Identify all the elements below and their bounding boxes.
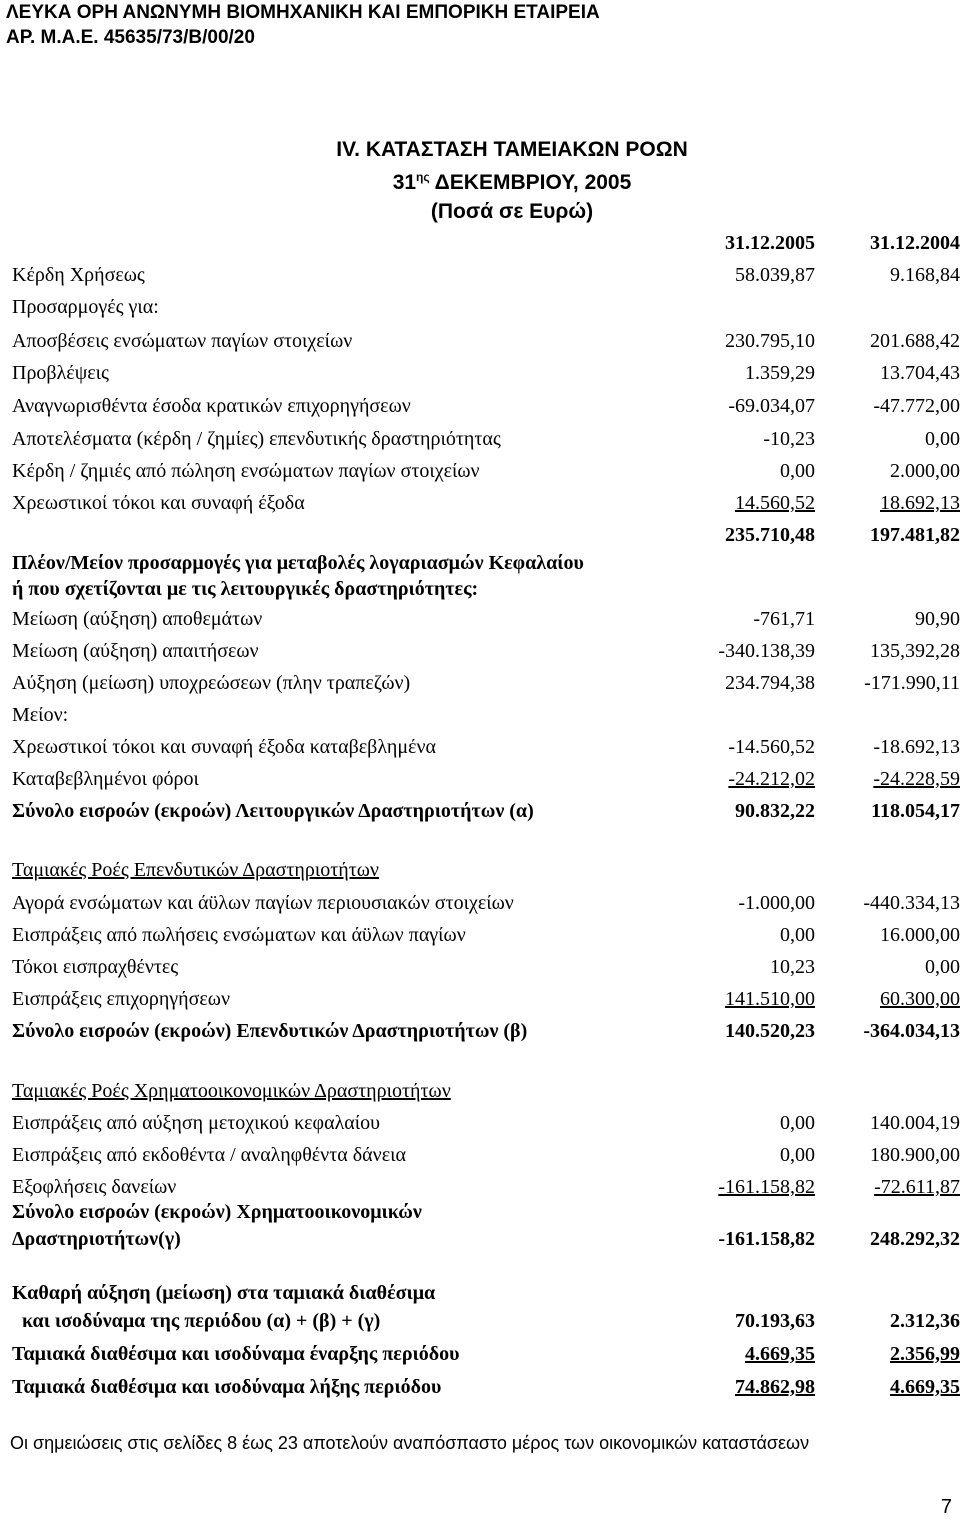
table-row: Εισπράξεις από πωλήσεις ενσώματων και άϋλων παγίων 0,00 16.000,00 <box>12 924 960 946</box>
table-row: Χρεωστικοί τόκοι και συναφή έξοδα 14.560,52 18.692,13 <box>12 492 960 514</box>
section-heading: Ταμιακές Ροές Επενδυτικών Δραστηριοτήτων <box>12 859 379 881</box>
net-change-label-line1: Καθαρή αύξηση (μείωση) στα ταμιακά διαθέσιμα <box>12 1282 436 1304</box>
page-number: 7 <box>940 1496 952 1518</box>
table-row: Τόκοι εισπραχθέντες 10,23 0,00 <box>12 956 960 978</box>
table-row: Μείωση (αύξηση) απαιτήσεων -340.138,39 135,392,28 <box>12 640 960 662</box>
table-row: Εισπράξεις από αύξηση μετοχικού κεφαλαίου 0,00 140.004,19 <box>12 1112 960 1134</box>
company-registration: ΑΡ. Μ.Α.Ε. 45635/73/Β/00/20 <box>6 27 255 48</box>
statement-title: IV. ΚΑΤΑΣΤΑΣΗ ΤΑΜΕΙΑΚΩΝ ΡΟΩΝ <box>336 138 688 161</box>
working-capital-heading-cont: ή που σχετίζονται με τις λειτουργικές δραστηριότητες: <box>12 578 479 600</box>
currency-note: (Ποσά σε Ευρώ) <box>430 200 594 223</box>
total-label-line1: Σύνολο εισροών (εκροών) Χρηματοοικονομικών <box>12 1201 422 1223</box>
closing-balance-row: Ταμιακά διαθέσιμα και ισοδύναμα λήξης περιόδου 74.862,98 4.669,35 <box>12 1376 960 1398</box>
table-row: Κέρδη / ζημιές από πώληση ενσώματων παγίων στοιχείων 0,00 2.000,00 <box>12 460 960 482</box>
company-name: ΛΕΥΚΑ ΟΡΗ ΑΝΩΝΥΜΗ ΒΙΟΜΗΧΑΝΙΚΗ ΚΑΙ ΕΜΠΟΡΙΚΗ ΕΤΑΙΡΕΙΑ <box>6 2 600 23</box>
table-row: Αύξηση (μείωση) υποχρεώσεων (πλην τραπεζών) 234.794,38 -171.990,11 <box>12 672 960 694</box>
table-row: Εισπράξεις από εκδοθέντα / αναληφθέντα δάνεια 0,00 180.900,00 <box>12 1144 960 1166</box>
table-row: Αποσβέσεις ενσώματων παγίων στοιχείων 230.795,10 201.688,42 <box>12 330 960 352</box>
table-row: Καταβεβλημένοι φόροι -24.212,02 -24.228,59 <box>12 768 960 790</box>
table-row: Αγορά ενσώματων και άϋλων παγίων περιουσιακών στοιχείων -1.000,00 -440.334,13 <box>12 892 960 914</box>
footer-note: Οι σημειώσεις στις σελίδες 8 έως 23 αποτελούν αναπόσπαστο μέρος των οικονομικών καταστάσεων <box>10 1433 810 1453</box>
column-header-2004: 31.12.2004 <box>870 232 960 254</box>
table-row: Κέρδη Χρήσεως 58.039,87 9.168,84 <box>12 264 960 286</box>
table-row: Αποτελέσματα (κέρδη / ζημίες) επενδυτικής δραστηριότητας -10,23 0,00 <box>12 428 960 450</box>
net-change-row: και ισοδύναμα της περιόδου (α) + (β) + (γ) 70.193,63 2.312,36 <box>12 1310 960 1332</box>
table-row: Αναγνωρισθέντα έσοδα κρατικών επιχορηγήσεων -69.034,07 -47.772,00 <box>12 395 960 417</box>
table-row: Μείωση (αύξηση) αποθεμάτων -761,71 90,90 <box>12 608 960 630</box>
section-label: Προσαρμογές για: <box>12 296 159 318</box>
total-row: Σύνολο εισροών (εκροών) Λειτουργικών Δραστηριοτήτων (α) 90.832,22 118.054,17 <box>12 800 960 822</box>
total-row: Σύνολο εισροών (εκροών) Επενδυτικών Δραστηριοτήτων (β) 140.520,23 -364.034,13 <box>12 1020 960 1042</box>
total-row: Δραστηριοτήτων(γ) -161.158,82 248.292,32 <box>12 1228 960 1250</box>
table-row: Εξοφλήσεις δανείων -161.158,82 -72.611,87 <box>12 1176 960 1198</box>
table-row: Χρεωστικοί τόκοι και συναφή έξοδα καταβεβλημένα -14.560,52 -18.692,13 <box>12 736 960 758</box>
column-header-2005: 31.12.2005 <box>725 232 815 254</box>
working-capital-heading: Πλέον/Μείον προσαρμογές για μεταβολές λογαριασμών Κεφαλαίου <box>12 552 584 574</box>
section-heading: Ταμιακές Ροές Χρηματοοικονομικών Δραστηριοτήτων <box>12 1080 451 1102</box>
table-row: Προβλέψεις 1.359,29 13.704,43 <box>12 362 960 384</box>
opening-balance-row: Ταμιακά διαθέσιμα και ισοδύναμα έναρξης περιόδου 4.669,35 2.356,99 <box>12 1343 960 1365</box>
subtotal-row: 235.710,48 197.481,82 <box>725 524 960 546</box>
statement-date: $31^{\eta\varsigma}$ ΔΕΚΕΜΒΡΙΟΥ, 2005 <box>392 170 632 194</box>
column-headers <box>0 228 960 260</box>
section-label: Μείον: <box>12 704 69 726</box>
table-row: Εισπράξεις επιχορηγήσεων 141.510,00 60.300,00 <box>12 988 960 1010</box>
